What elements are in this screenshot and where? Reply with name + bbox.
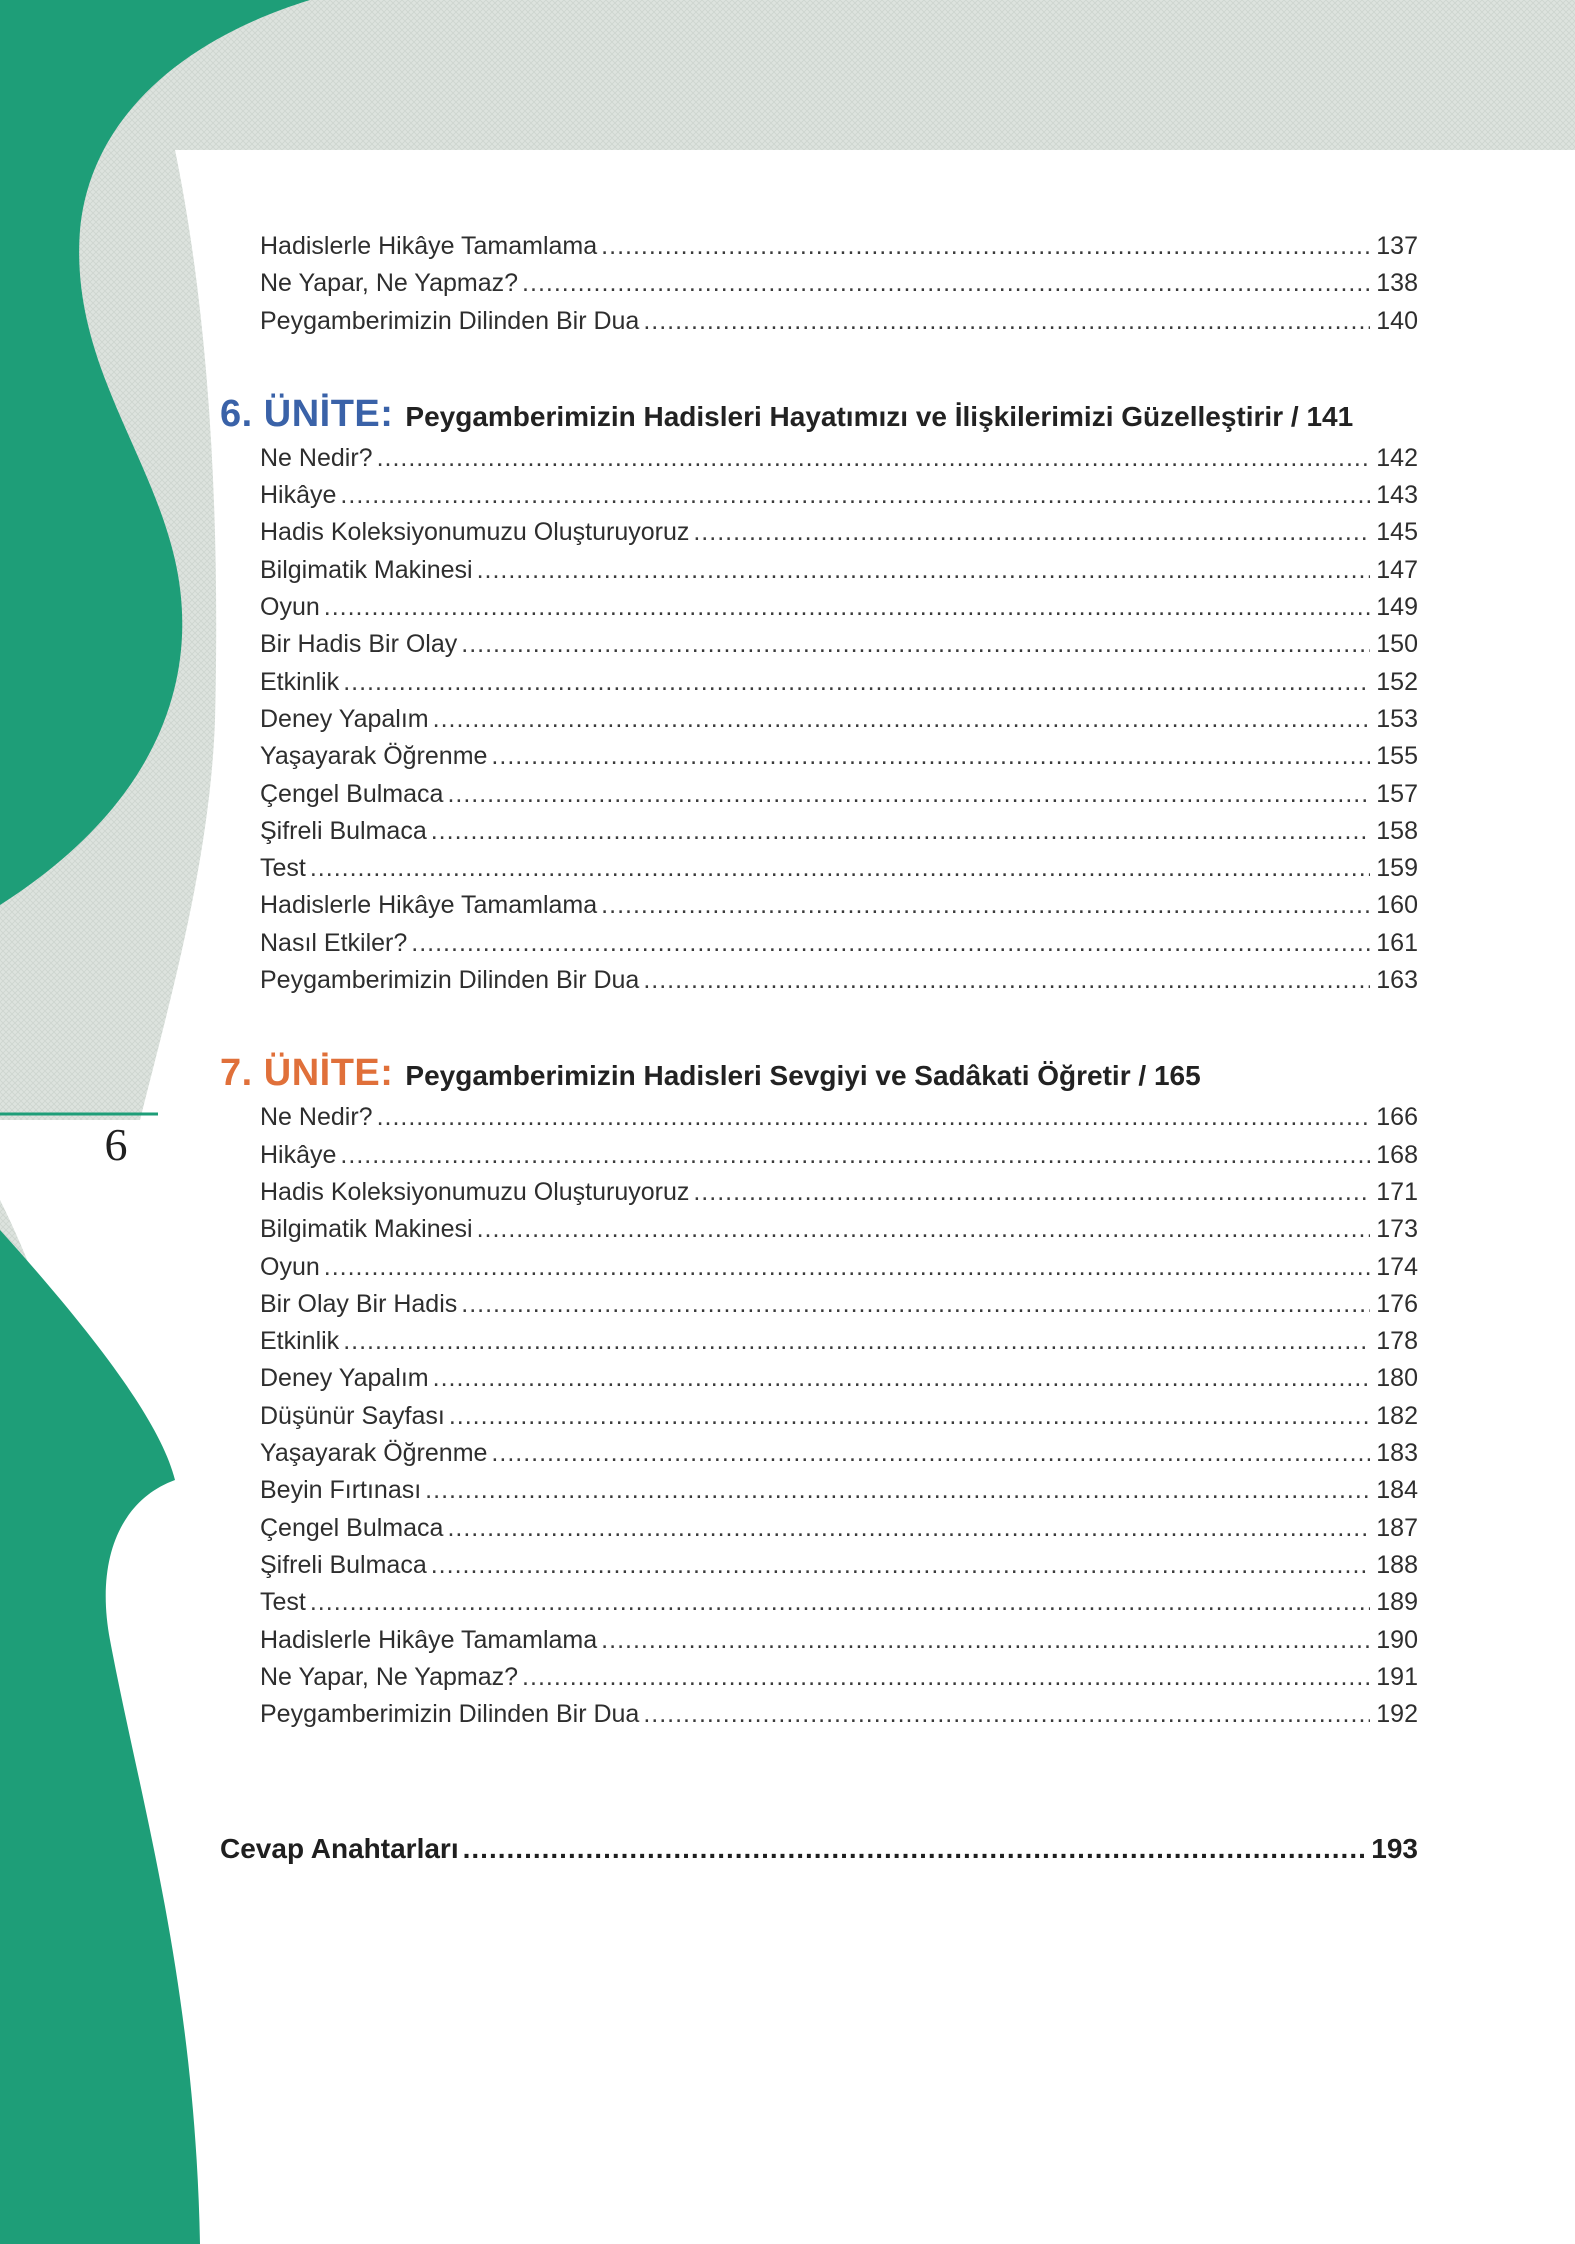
dot-leader [491, 1435, 1370, 1472]
unit-6-entries [220, 440, 1418, 999]
toc-entry-title: Peygamberimizin Dilinden Bir Dua [260, 966, 640, 995]
dot-leader [343, 664, 1370, 701]
toc-entry-title: Bir Olay Bir Hadis [260, 1289, 458, 1318]
toc-entry [260, 1622, 1418, 1659]
toc-entry [260, 1137, 1418, 1174]
toc-entry-title: Bir Hadis Bir Olay [260, 630, 458, 659]
toc-entry-title: Şifreli Bulmaca [260, 816, 427, 845]
toc-entry-page: 180 [1376, 1364, 1418, 1393]
toc-entry [260, 1099, 1418, 1136]
toc-entry-page: 192 [1376, 1700, 1418, 1729]
toc-entry [260, 1286, 1418, 1323]
toc-entry-page: 150 [1376, 630, 1418, 659]
toc-entry-title: Bilgimatik Makinesi [260, 1215, 473, 1244]
toc-entry [260, 303, 1418, 340]
toc-entry-page: 145 [1376, 518, 1418, 547]
answer-keys-entry [220, 1827, 1418, 1871]
toc-entry [260, 265, 1418, 302]
toc-entry [260, 1211, 1418, 1248]
toc-entry [260, 1659, 1418, 1696]
dot-leader [425, 1472, 1370, 1509]
dot-leader [343, 1323, 1370, 1360]
dot-leader [477, 1211, 1371, 1248]
toc-entry-page: 153 [1376, 704, 1418, 733]
toc-entry-title: Hadislerle Hikâye Tamamlama [260, 891, 598, 920]
table-of-contents [220, 228, 1418, 1871]
toc-entry [260, 589, 1418, 626]
toc-entry-title: Yaşayarak Öğrenme [260, 1439, 488, 1468]
toc-entry-title: Deney Yapalım [260, 704, 429, 733]
dot-leader [411, 925, 1370, 962]
toc-entry-page: 189 [1376, 1588, 1418, 1617]
toc-top-entries [220, 228, 1418, 340]
dot-leader [601, 228, 1370, 265]
toc-entry-title: Ne Nedir? [260, 1103, 373, 1132]
dot-leader [377, 1099, 1371, 1136]
toc-entry-title: Oyun [260, 593, 320, 622]
unit-7-title: Peygamberimizin Hadisleri Sevgiyi ve Sadâkati Öğretir / 165 [405, 1060, 1201, 1092]
toc-entry-title: Hadislerle Hikâye Tamamlama [260, 232, 598, 260]
toc-entry-page: 184 [1376, 1476, 1418, 1505]
dot-leader [643, 303, 1370, 340]
toc-entry-title: Hadis Koleksiyonumuzu Oluşturuyoruz [260, 1177, 690, 1206]
toc-entry-page: 137 [1376, 232, 1418, 260]
unit-6-heading [220, 388, 1418, 440]
toc-entry-page: 159 [1376, 854, 1418, 883]
toc-entry [260, 664, 1418, 701]
dot-leader [377, 440, 1371, 477]
dot-leader [601, 1622, 1370, 1659]
dot-leader [310, 850, 1370, 887]
unit-7-section [220, 1047, 1418, 1733]
toc-entry-page: 191 [1376, 1662, 1418, 1691]
dot-leader [522, 265, 1370, 302]
answer-keys-page: 193 [1371, 1833, 1418, 1865]
dot-leader [340, 1137, 1370, 1174]
toc-entry [260, 626, 1418, 663]
dot-leader [340, 477, 1370, 514]
toc-entry-page: 157 [1376, 779, 1418, 808]
dot-leader [601, 887, 1370, 924]
toc-entry [260, 738, 1418, 775]
toc-entry [260, 701, 1418, 738]
toc-entry [260, 1547, 1418, 1584]
dot-leader [461, 626, 1370, 663]
toc-entry [260, 1174, 1418, 1211]
toc-entry [260, 552, 1418, 589]
toc-entry-title: Test [260, 1588, 306, 1617]
toc-entry-page: 173 [1376, 1215, 1418, 1244]
toc-entry-title: Peygamberimizin Dilinden Bir Dua [260, 306, 640, 335]
toc-entry [260, 514, 1418, 551]
unit-7-heading [220, 1047, 1418, 1099]
toc-entry-page: 166 [1376, 1103, 1418, 1132]
dot-leader [310, 1584, 1370, 1621]
dot-leader [643, 962, 1370, 999]
toc-entry [260, 1472, 1418, 1509]
toc-entry-title: Peygamberimizin Dilinden Bir Dua [260, 1700, 640, 1729]
toc-entry-page: 152 [1376, 667, 1418, 696]
toc-entry-title: Nasıl Etkiler? [260, 928, 408, 957]
toc-entry-page: 178 [1376, 1327, 1418, 1356]
answer-keys-title: Cevap Anahtarları [220, 1833, 459, 1865]
toc-entry-title: Ne Nedir? [260, 443, 373, 472]
toc-entry-page: 158 [1376, 816, 1418, 845]
toc-entry [260, 850, 1418, 887]
toc-entry-title: Bilgimatik Makinesi [260, 555, 473, 584]
toc-entry-title: Etkinlik [260, 667, 340, 696]
toc-entry-title: Yaşayarak Öğrenme [260, 742, 488, 771]
toc-entry-page: 142 [1376, 443, 1418, 472]
toc-entry [260, 228, 1418, 265]
toc-entry [260, 1435, 1418, 1472]
dot-leader [643, 1696, 1370, 1733]
toc-entry [260, 477, 1418, 514]
dot-leader [431, 1547, 1371, 1584]
toc-entry-page: 188 [1376, 1550, 1418, 1579]
toc-entry-page: 147 [1376, 555, 1418, 584]
toc-entry-title: Hadislerle Hikâye Tamamlama [260, 1625, 598, 1654]
toc-entry [260, 962, 1418, 999]
toc-entry-page: 183 [1376, 1439, 1418, 1468]
toc-entry-title: Düşünür Sayfası [260, 1401, 445, 1430]
unit-6-title: Peygamberimizin Hadisleri Hayatımızı ve İlişkilerimizi Güzelleştirir / 141 [405, 400, 1354, 432]
unit-6-label: 6. ÜNİTE: [220, 392, 394, 435]
toc-entry [260, 440, 1418, 477]
toc-entry-title: Şifreli Bulmaca [260, 1550, 427, 1579]
toc-entry-page: 174 [1376, 1252, 1418, 1281]
toc-entry-title: Etkinlik [260, 1327, 340, 1356]
dot-leader [324, 589, 1371, 626]
toc-entry-title: Oyun [260, 1252, 320, 1281]
toc-entry-title: Ne Yapar, Ne Yapmaz? [260, 1662, 519, 1691]
dot-leader [324, 1249, 1371, 1286]
toc-entry [260, 1584, 1418, 1621]
toc-entry-page: 143 [1376, 481, 1418, 510]
toc-entry-page: 149 [1376, 593, 1418, 622]
page-number: 6 [104, 1119, 128, 1170]
toc-entry-title: Hikâye [260, 481, 337, 510]
toc-entry [260, 1696, 1418, 1733]
unit-6-section [220, 388, 1418, 999]
dot-leader [447, 776, 1370, 813]
toc-entry-title: Hikâye [260, 1140, 337, 1169]
toc-entry-page: 140 [1376, 306, 1418, 335]
toc-entry-page: 190 [1376, 1625, 1418, 1654]
toc-entry-page: 182 [1376, 1401, 1418, 1430]
toc-entry [260, 925, 1418, 962]
unit-7-label: 7. ÜNİTE: [220, 1052, 394, 1095]
dot-leader [477, 552, 1371, 589]
dot-leader [693, 514, 1370, 551]
toc-entry [260, 1398, 1418, 1435]
toc-entry [260, 813, 1418, 850]
toc-entry-page: 176 [1376, 1289, 1418, 1318]
toc-entry-title: Deney Yapalım [260, 1364, 429, 1393]
dot-leader [491, 738, 1370, 775]
toc-entry-title: Hadis Koleksiyonumuzu Oluşturuyoruz [260, 518, 690, 547]
dot-leader [522, 1659, 1370, 1696]
toc-entry-page: 187 [1376, 1513, 1418, 1542]
dot-leader [463, 1827, 1366, 1871]
dot-leader [461, 1286, 1370, 1323]
dot-leader [431, 813, 1371, 850]
toc-entry-page: 160 [1376, 891, 1418, 920]
toc-entry-page: 168 [1376, 1140, 1418, 1169]
dot-leader [693, 1174, 1370, 1211]
toc-entry-page: 161 [1376, 928, 1418, 957]
toc-entry-title: Çengel Bulmaca [260, 779, 444, 808]
dot-leader [449, 1398, 1370, 1435]
toc-entry-page: 171 [1376, 1177, 1418, 1206]
toc-entry-page: 138 [1376, 269, 1418, 298]
dot-leader [447, 1510, 1370, 1547]
toc-entry-title: Beyin Fırtınası [260, 1476, 422, 1505]
toc-entry [260, 887, 1418, 924]
toc-entry [260, 1249, 1418, 1286]
toc-entry-page: 163 [1376, 966, 1418, 995]
dot-leader [433, 701, 1371, 738]
toc-entry [260, 1323, 1418, 1360]
toc-entry-page: 155 [1376, 742, 1418, 771]
toc-entry [260, 776, 1418, 813]
toc-entry-title: Ne Yapar, Ne Yapmaz? [260, 269, 519, 298]
unit-7-entries [220, 1099, 1418, 1733]
dot-leader [433, 1360, 1371, 1397]
toc-entry-title: Test [260, 854, 306, 883]
toc-entry [260, 1510, 1418, 1547]
toc-entry-title: Çengel Bulmaca [260, 1513, 444, 1542]
toc-entry [260, 1360, 1418, 1397]
